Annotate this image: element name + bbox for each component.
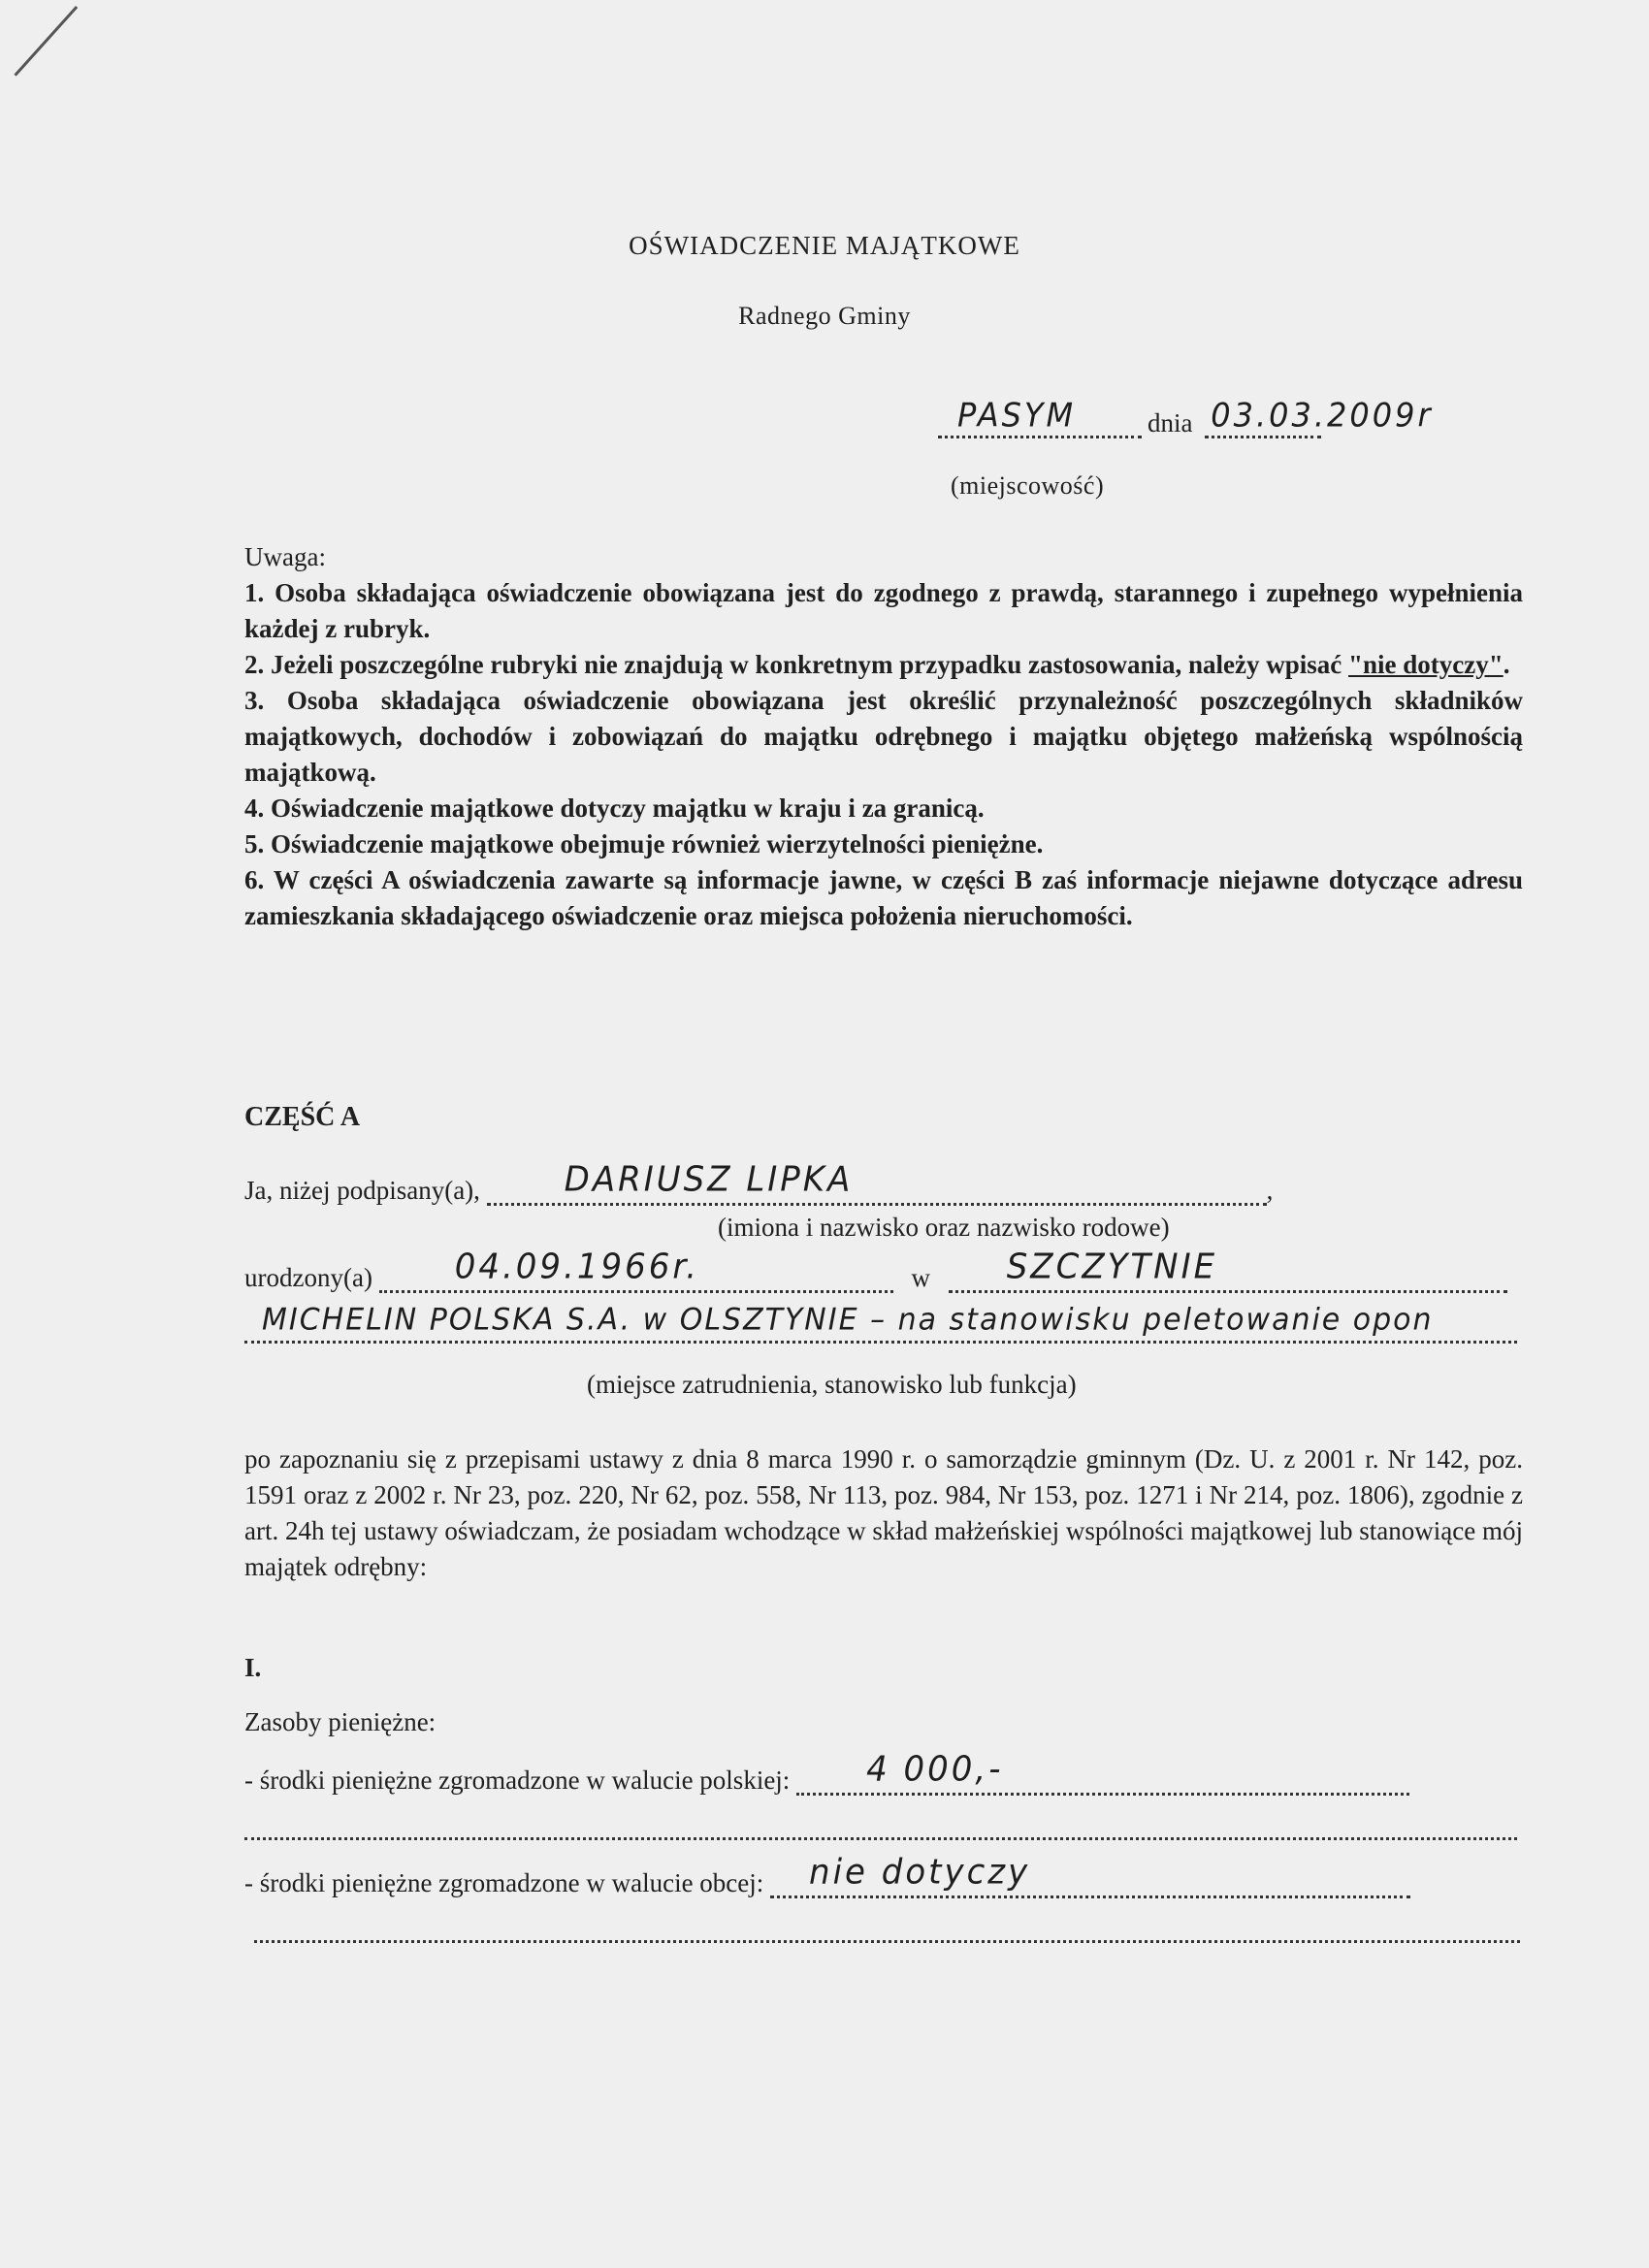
place-caption: (miejscowość) <box>951 471 1105 500</box>
notice-heading: Uwaga: <box>244 542 326 571</box>
date-field <box>1205 396 1434 438</box>
pln-field <box>796 1749 1409 1796</box>
birth-place-handwritten: SZCZYTNIE <box>1006 1247 1218 1287</box>
birth-date-handwritten: 04.09.1966r. <box>454 1247 700 1287</box>
place-handwritten: PASYM <box>957 396 1077 435</box>
employment-handwritten: MICHELIN POLSKA S.A. w OLSZTYNIE – na stanowisku peletowanie opon <box>262 1302 1434 1338</box>
notice-item-1: 1. Osoba składająca oświadczenie obowiązana jest do zgodnego z prawdą, starannego i zupełnego wypełnienia każdej z rubryk. <box>244 578 1523 643</box>
notice-block <box>244 539 1523 934</box>
name-caption: (imiona i nazwisko oraz nazwisko rodowe) <box>718 1213 1170 1242</box>
notice-item-2: 2. Jeżeli poszczególne rubryki nie znajdują w konkretnym przypadku zastosowania, należy wpisać "nie dotyczy". <box>244 650 1510 679</box>
pln-continuation <box>244 1816 1523 1847</box>
birth-date-field <box>379 1247 893 1293</box>
staple-mark <box>14 6 78 77</box>
statement-paragraph: po zapoznaniu się z przepisami ustawy z dnia 8 marca 1990 r. o samorządzie gminnym (Dz. U. z 2001 r. Nr 142, poz. 1591 oraz z 2002 r. Nr 23, poz. 220, Nr 62, poz. 558, Nr 113, poz. 984, Nr 153, poz. 1271 i Nr 214, poz. 1806), zgodnie z art. 24h tej ustawy oświadczam, że posiadam wchodzące w skład małżeńskiej wspólności majątkowej lub stanowiące mój majątek odrębny: <box>244 1444 1523 1581</box>
foreign-continuation <box>254 1919 1523 1950</box>
employment-line <box>244 1302 1523 1344</box>
name-line: Ja, niżej podpisany(a), DARIUSZ LIPKA , <box>244 1159 1274 1205</box>
name-handwritten: DARIUSZ LIPKA <box>564 1159 854 1200</box>
pln-line <box>244 1749 1523 1796</box>
pln-label: - środki pieniężne zgromadzone w walucie polskiej: <box>244 1766 791 1795</box>
cash-heading: Zasoby pieniężne: <box>244 1707 436 1736</box>
document-subtitle: Radnego Gminy <box>738 302 911 330</box>
birth-line <box>244 1247 1523 1293</box>
section-numeral: I. <box>244 1653 262 1682</box>
born-label: urodzony(a) <box>244 1263 372 1292</box>
date-handwritten: 03.03.2009r <box>1211 396 1434 435</box>
foreign-handwritten: nie dotyczy <box>809 1852 1031 1893</box>
notice-item-3: 3. Osoba składająca oświadczenie obowiązana jest określić przynależność poszczególnych składników majątkowych, dochodów i zobowiązań do majątku odrębnego i majątku objętego małżeńską wspólnością majątkową. <box>244 686 1523 787</box>
place-date-line <box>938 396 1434 438</box>
name-field <box>487 1159 1267 1206</box>
date-label: dnia <box>1148 408 1193 437</box>
employment-field <box>244 1302 1517 1344</box>
not-applicable-phrase: "nie dotyczy" <box>1348 650 1504 679</box>
place-field <box>938 396 1142 438</box>
notice-item-4: 4. Oświadczenie majątkowe dotyczy majątku w kraju i za granicą. <box>244 794 985 823</box>
part-a-heading: CZĘŚĆ A <box>244 1102 361 1132</box>
signed-label: Ja, niżej podpisany(a), <box>244 1176 480 1205</box>
notice-item-5: 5. Oświadczenie majątkowe obejmuje również wierzytelności pieniężne. <box>244 829 1044 859</box>
foreign-label: - środki pieniężne zgromadzone w walucie obcej: <box>244 1868 764 1897</box>
document-title: OŚWIADCZENIE MAJĄTKOWE <box>629 231 1020 260</box>
notice-item-6: 6. W części A oświadczenia zawarte są informacje jawne, w części B zaś informacje niejawne dotyczące adresu zamieszkania składającego oświadczenie oraz miejsca położenia nieruchomości. <box>244 865 1523 930</box>
employment-caption: (miejsce zatrudnienia, stanowisko lub funkcja) <box>587 1370 1077 1399</box>
pln-handwritten: 4 000,- <box>866 1749 1004 1790</box>
foreign-line <box>244 1852 1523 1898</box>
foreign-field <box>770 1852 1410 1898</box>
birth-place-field <box>949 1247 1507 1293</box>
born-in-label: w <box>911 1263 930 1292</box>
